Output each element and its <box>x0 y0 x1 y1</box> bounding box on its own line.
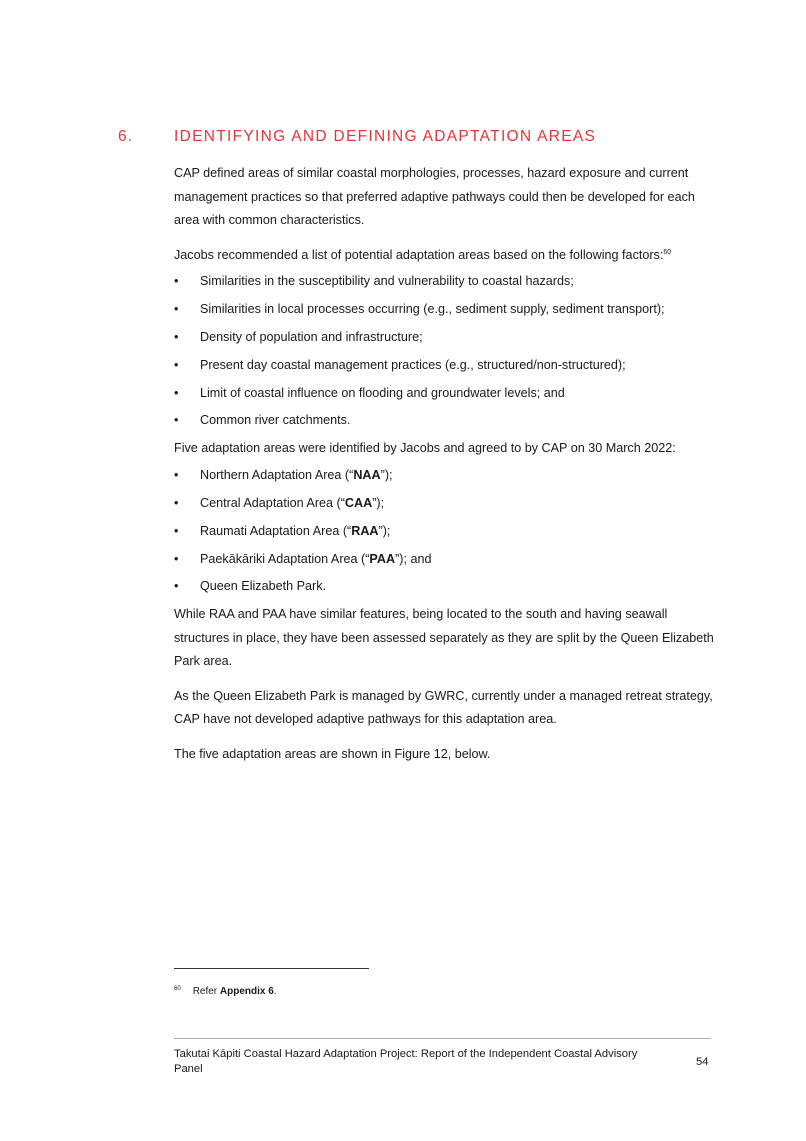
area-abbreviation: CAA <box>344 495 373 510</box>
factors-list <box>174 270 714 433</box>
jacobs-paragraph <box>174 244 714 268</box>
footnote-divider <box>174 968 369 969</box>
footnote-reference[interactable]: 60 <box>663 248 672 256</box>
section-title: IDENTIFYING AND DEFINING ADAPTATION AREAS <box>174 128 597 145</box>
footnote <box>174 986 277 997</box>
area-name: Paekākāriki Adaptation Area (“ <box>200 551 370 566</box>
area-name: Northern Adaptation Area (“ <box>200 467 354 482</box>
list-item <box>174 548 714 572</box>
footer-title: Takutai Kāpiti Coastal Hazard Adaptation Project: Report of the Independent Coastal Advisory Panel <box>174 1048 638 1075</box>
list-item: • Similarities in local processes occurring (e.g., sediment supply, sediment transport); <box>174 298 714 322</box>
areas-list <box>174 464 714 599</box>
area-suffix: ”); <box>372 495 385 510</box>
page-number: 54 <box>696 1056 709 1068</box>
area-name: Raumati Adaptation Area (“ <box>200 523 352 538</box>
area-suffix: ”); <box>380 467 393 482</box>
footer-divider <box>174 1038 711 1039</box>
footnote-end: . <box>273 986 277 997</box>
area-suffix: ”); <box>378 523 391 538</box>
section-heading <box>118 128 718 146</box>
area-name: Queen Elizabeth Park. <box>200 579 327 594</box>
area-abbreviation: NAA <box>353 467 381 482</box>
footnote-link: Appendix 6 <box>219 986 274 997</box>
list-item: • Common river catchments. <box>174 409 714 433</box>
area-abbreviation: PAA <box>369 551 396 566</box>
area-abbreviation: RAA <box>351 523 379 538</box>
five-areas-paragraph: Five adaptation areas were identified by Jacobs and agreed to by CAP on 30 March 2022: <box>174 441 676 456</box>
section-body <box>174 162 714 777</box>
list-item: • Present day coastal management practices (e.g., structured/non-structured); <box>174 354 714 378</box>
area-suffix: ”); and <box>395 551 432 566</box>
footnote-text: Refer <box>192 986 220 997</box>
list-item: • Similarities in the susceptibility and vulnerability to coastal hazards; <box>174 270 714 294</box>
list-item <box>174 575 714 599</box>
list-item <box>174 520 714 544</box>
footnote-number: 60 <box>174 986 181 992</box>
list-item: • Limit of coastal influence on flooding and groundwater levels; and <box>174 382 714 406</box>
jacobs-paragraph-text: Jacobs recommended a list of potential adaptation areas based on the following factors: <box>174 247 664 262</box>
qep-paragraph: As the Queen Elizabeth Park is managed by GWRC, currently under a managed retreat strategy, CAP have not developed adaptive pathways for this adaptation area. <box>174 688 713 727</box>
intro-paragraph: CAP defined areas of similar coastal morphologies, processes, hazard exposure and current management practices so that preferred adaptive pathways could then be developed for each area with common characteristics. <box>174 166 695 227</box>
figure-reference-paragraph: The five adaptation areas are shown in Figure 12, below. <box>174 746 491 761</box>
section-number: 6. <box>118 128 134 145</box>
list-item: • Density of population and infrastructure; <box>174 326 714 350</box>
list-item <box>174 464 714 488</box>
area-name: Central Adaptation Area (“ <box>200 495 345 510</box>
list-item <box>174 492 714 516</box>
raa-paa-paragraph: While RAA and PAA have similar features, being located to the south and having seawall structures in place, they have been assessed separately as they are split by the Queen Elizabeth Park area. <box>174 607 714 669</box>
